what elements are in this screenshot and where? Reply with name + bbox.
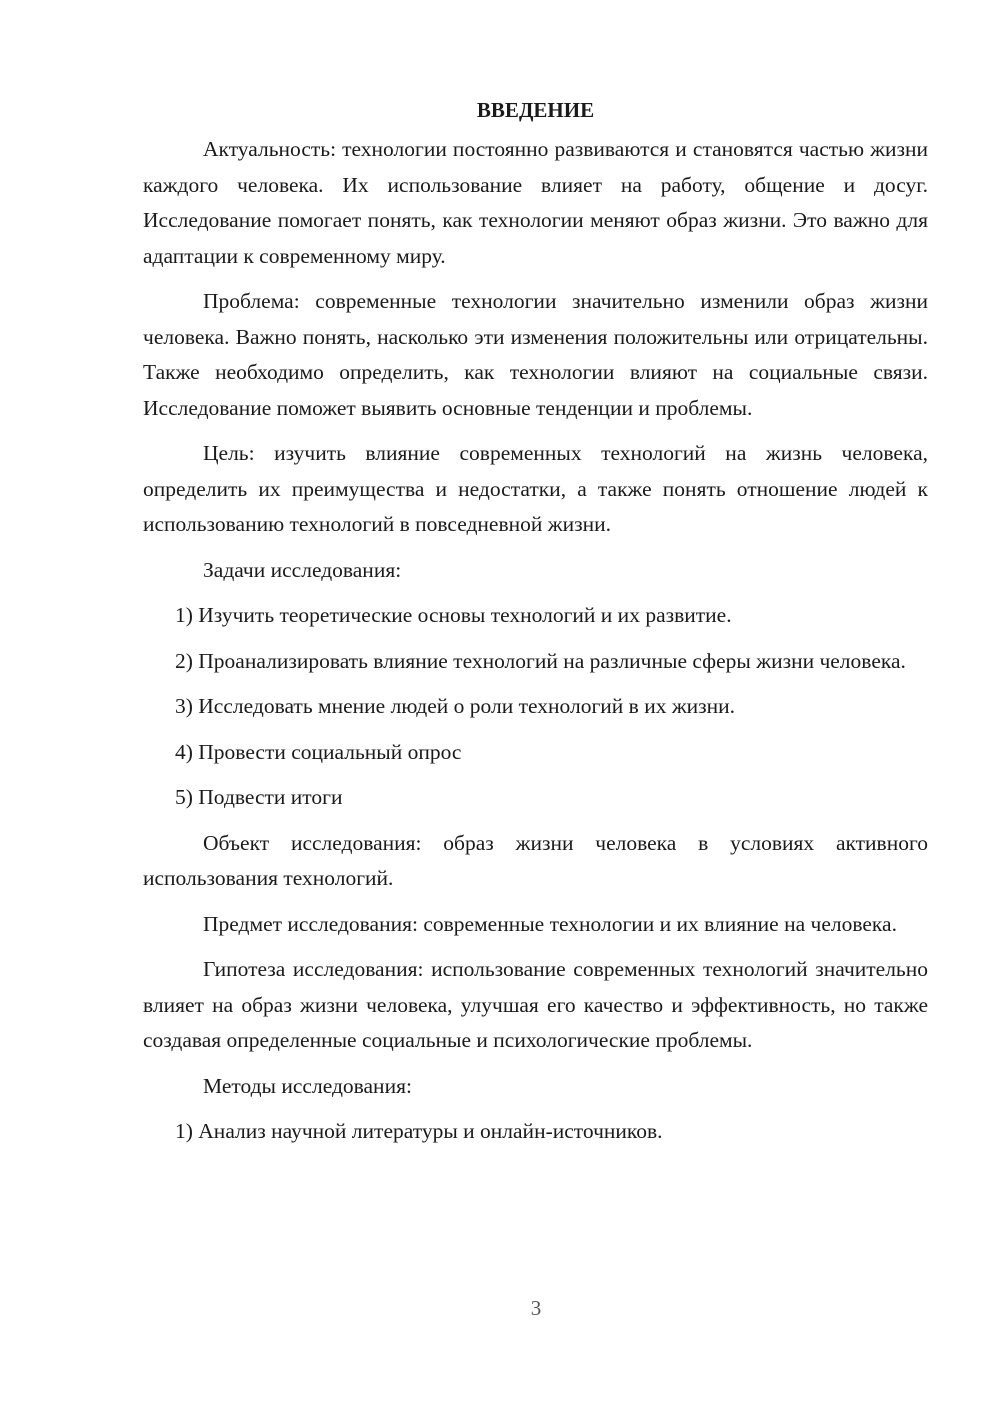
relevance-paragraph: Актуальность: технологии постоянно развиваются и становятся частью жизни каждого человека. Их использование влияет на работу, общение и досуг. Исследование помогает понять, как технологии меняют образ жизни. Это важно для адаптации к современному миру. bbox=[143, 137, 928, 268]
tasks-list bbox=[143, 598, 928, 816]
list-item: 1) Анализ научной литературы и онлайн-источников. bbox=[175, 1119, 663, 1143]
list-item: 2) Проанализировать влияние технологий на различные сферы жизни человека. bbox=[175, 648, 906, 673]
list-item: 1) Изучить теоретические основы технологий и их развитие. bbox=[175, 603, 732, 627]
goal-paragraph: Цель: изучить влияние современных технологий на жизнь человека, определить их преимущества и недостатки, а также понять отношение людей к использованию технологий в повседневной жизни. bbox=[143, 441, 928, 536]
methods-list bbox=[143, 1114, 928, 1150]
page-number: 3 bbox=[530, 1296, 542, 1320]
hypothesis-paragraph: Гипотеза исследования: использование современных технологий значительно влияет на образ жизни человека, улучшая его качество и эффективность, но также создавая определенные социальные и психологические проблемы. bbox=[143, 957, 928, 1052]
methods-title: Методы исследования: bbox=[203, 1073, 412, 1098]
problem-paragraph: Проблема: современные технологии значительно изменили образ жизни человека. Важно понять, насколько эти изменения положительны или отрицательны. Также необходимо определить, как технологии влияют на социальные связи. Исследование поможет выявить основные тенденции и проблемы. bbox=[143, 289, 928, 420]
page-heading: ВВЕДЕНИЕ bbox=[476, 98, 595, 122]
list-item: 5) Подвести итоги bbox=[175, 785, 343, 809]
list-item: 3) Исследовать мнение людей о роли технологий в их жизни. bbox=[175, 694, 736, 718]
subject-paragraph: Предмет исследования: современные технологии и их влияние на человека. bbox=[203, 911, 897, 936]
tasks-title: Задачи исследования: bbox=[203, 557, 402, 582]
document-page bbox=[143, 92, 928, 1160]
object-paragraph: Объект исследования: образ жизни человека в условиях активного использования технологий. bbox=[143, 830, 928, 890]
list-item: 4) Провести социальный опрос bbox=[175, 739, 462, 764]
